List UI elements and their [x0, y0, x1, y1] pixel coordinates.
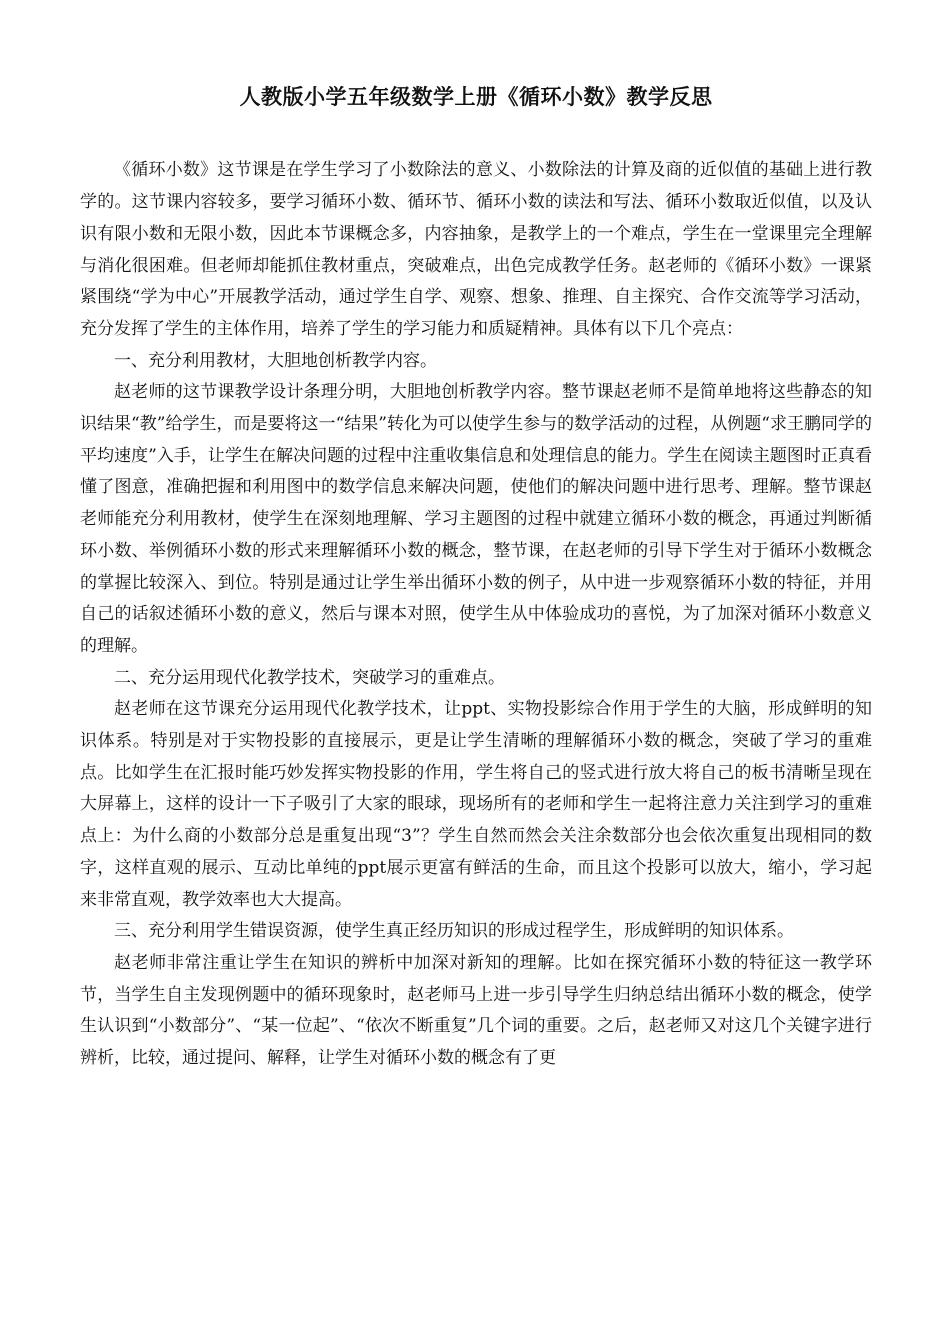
section-heading-1: 一、充分利用教材，大胆地创析教学内容。 [114, 350, 437, 371]
document-page [80, 82, 872, 1075]
intro-paragraph: 《循环小数》这节课是在学生学习了小数除法的意义、小数除法的计算及商的近似值的基础上进行教学的。这节课内容较多，要学习循环小数、循环节、循环小数的读法和写法、循环小数取近似值，以及认识有限小数和无限小数，因此本节课概念多，内容抽象，是教学上的一个难点，学生在一堂课里完全理解与消化很困难。但老师却能抓住教材重点，突破难点，出色完成教学任务。赵老师的《循环小数》一课紧紧围绕“学为中心”开展教学活动，通过学生自学、观察、想象、推理、自主探究、合作交流等学习活动，充分发挥了学生的主体作用，培养了学生的学习能力和质疑精神。具体有以下几个亮点： [80, 160, 872, 339]
section-paragraph-2: 赵老师在这节课充分运用现代化教学技术，让ppt、实物投影综合作用于学生的大脑，形成鲜明的知识体系。特别是对于实物投影的直接展示，更是让学生清晰的理解循环小数的概念，突破了学习的重难点。比如学生在汇报时能巧妙发挥实物投影的作用，学生将自己的竖式进行放大将自己的板书清晰呈现在大屏幕上，这样的设计一下子吸引了大家的眼球，现场所有的老师和学生一起将注意力关注到学习的重难点上：为什么商的小数部分总是重复出现“3”？学生自然而然会关注余数部分也会依次重复出现相同的数字，这样直观的展示、互动比单纯的ppt展示更富有鲜活的生命，而且这个投影可以放大，缩小，学习起来非常直观，教学效率也大大提高。 [80, 699, 872, 910]
section-paragraph-1: 赵老师的这节课教学设计条理分明，大胆地创析教学内容。整节课赵老师不是简单地将这些静态的知识结果“教”给学生，而是要将这一“结果”转化为可以使学生参与的数学活动的过程，从例题“求王鹏同学的平均速度”入手，让学生在解决问题的过程中注重收集信息和处理信息的能力。学生在阅读主题图时正真看懂了图意，准确把握和利用图中的数学信息来解决问题，使他们的解决问题中进行思考、理解。整节课赵老师能充分利用教材，使学生在深刻地理解、学习主题图的过程中就建立循环小数的概念，再通过判断循环小数、举例循环小数的形式来理解循环小数的概念，整节课，在赵老师的引导下学生对于循环小数概念的掌握比较深入、到位。特别是通过让学生举出循环小数的例子，从中进一步观察循环小数的特征，并用自己的话叙述循环小数的意义，然后与课本对照，使学生从中体验成功的喜悦，为了加深对循环小数意义的理解。 [80, 382, 872, 656]
section-heading-3: 三、充分利用学生错误资源，使学生真正经历知识的形成过程学生，形成鲜明的知识体系。 [114, 921, 794, 942]
section-heading-2: 二、充分运用现代化教学技术，突破学习的重难点。 [114, 667, 505, 688]
document-body [80, 155, 872, 1074]
document-title: 人教版小学五年级数学上册《循环小数》教学反思 [239, 84, 713, 109]
section-paragraph-3: 赵老师非常注重让学生在知识的辨析中加深对新知的理解。比如在探究循环小数的特征这一教学环节，当学生自主发现例题中的循环现象时，赵老师马上进一步引导学生归纳总结出循环小数的概念，使学生认识到“小数部分”、“某一位起”、“依次不断重复”几个词的重要。之后，赵老师又对这几个关键字进行辨析，比较，通过提问、解释，让学生对循环小数的概念有了更 [80, 952, 872, 1069]
